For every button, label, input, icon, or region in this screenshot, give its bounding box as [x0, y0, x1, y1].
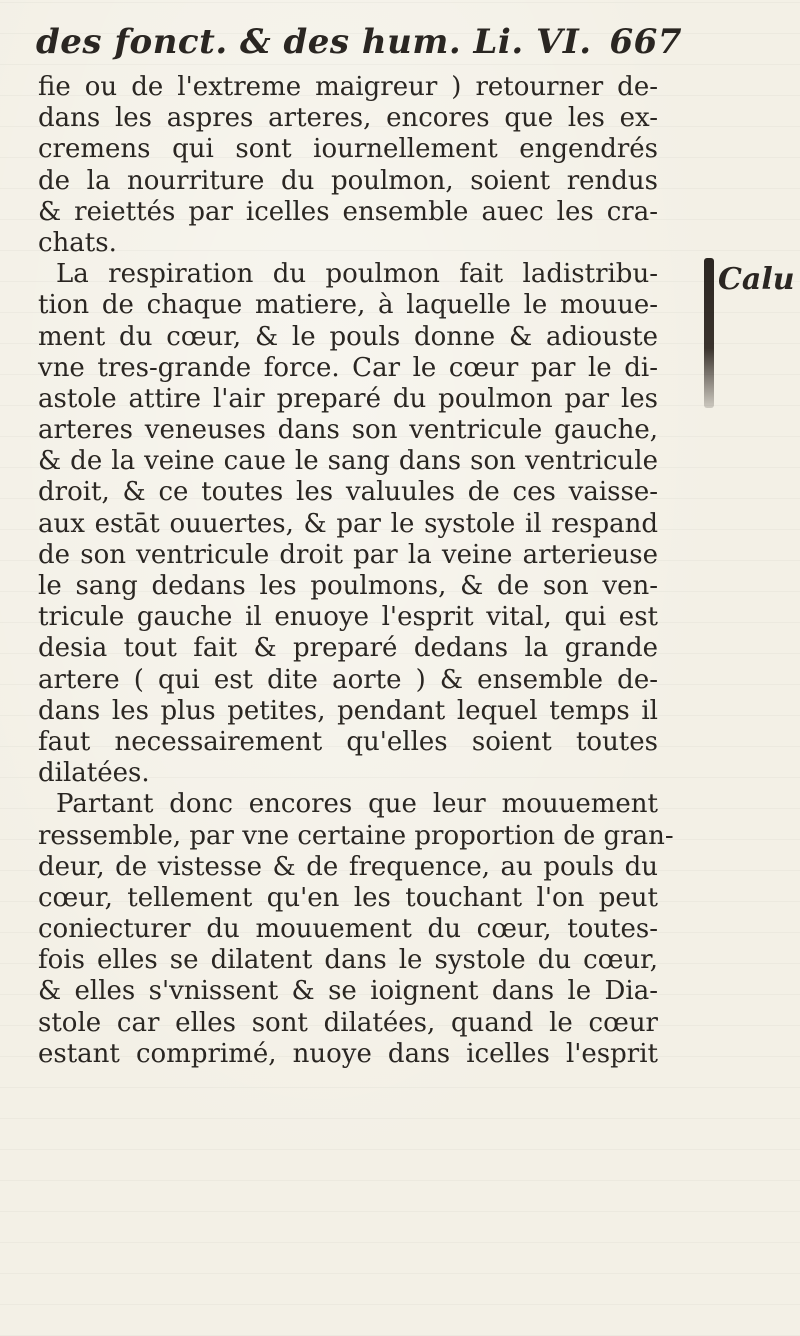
text-line: de son ventricule droit par la veine arterieuse [38, 539, 658, 570]
body-text [38, 72, 674, 1070]
page-number: 667 [609, 22, 682, 62]
text-line: vne tres-grande force. Car le cœur par le di- [38, 352, 658, 383]
running-head [36, 16, 696, 68]
text-line: droit, & ce toutes les valuules de ces vaisse- [38, 477, 658, 508]
text-line: tricule gauche il enuoye l'esprit vital, qui est [38, 602, 658, 633]
text-line: deur, de vistesse & de frequence, au pouls du [38, 851, 658, 882]
text-line: cremens qui sont iournellement engendrés [38, 134, 658, 165]
text-line: fois elles se dilatent dans le systole du cœur, [38, 945, 658, 976]
text-line: arteres veneuses dans son ventricule gauche, [38, 415, 658, 446]
margin-note-text: Calu [718, 262, 795, 297]
margin-note [704, 258, 800, 408]
text-line: coniecturer du mouuement du cœur, toutes- [38, 914, 658, 945]
text-line: dans les aspres arteres, encores que les ex- [38, 103, 658, 134]
text-line: La respiration du poulmon fait ladistribu- [56, 259, 658, 290]
text-line: ressemble, par vne certaine proportion de gran- [38, 820, 674, 851]
text-line: Partant donc encores que leur mouuement [56, 789, 658, 820]
text-line: cœur, tellement qu'en les touchant l'on peut [38, 882, 658, 913]
text-line: desia tout fait & preparé dedans la grande [38, 633, 658, 664]
text-line: chats. [38, 227, 117, 258]
text-line: stole car elles sont dilatées, quand le cœur [38, 1007, 658, 1038]
text-line: estant comprimé, nuoye dans icelles l'esprit [38, 1038, 658, 1069]
text-line: dans les plus petites, pendant lequel temps il [38, 695, 658, 726]
text-line: de la nourriture du poulmon, soient rendus [38, 165, 658, 196]
text-line: & de la veine caue le sang dans son ventricule [38, 446, 658, 477]
text-line: faut necessairement qu'elles soient toutes [38, 726, 658, 757]
text-line: & elles s'vnissent & se ioignent dans le Dia- [38, 976, 658, 1007]
text-line: fie ou de l'extreme maigreur ) retourner de- [38, 72, 658, 102]
text-line: aux estāt ouuertes, & par le systole il respand [38, 508, 658, 539]
text-line: dilatées. [38, 758, 150, 789]
text-line: astole attire l'air preparé du poulmon par les [38, 383, 658, 414]
text-line: & reiettés par icelles ensemble auec les cra- [38, 196, 658, 227]
text-line: artere ( qui est dite aorte ) & ensemble de- [38, 664, 658, 695]
text-line: tion de chaque matiere, à laquelle le mouue- [38, 290, 658, 321]
running-head-title: des fonct. & des hum. Li. VI. [36, 22, 592, 62]
text-line: le sang dedans les poulmons, & de son ven- [38, 571, 658, 601]
ink-stain [704, 258, 714, 408]
text-line: ment du cœur, & le pouls donne & adiouste [38, 321, 658, 352]
